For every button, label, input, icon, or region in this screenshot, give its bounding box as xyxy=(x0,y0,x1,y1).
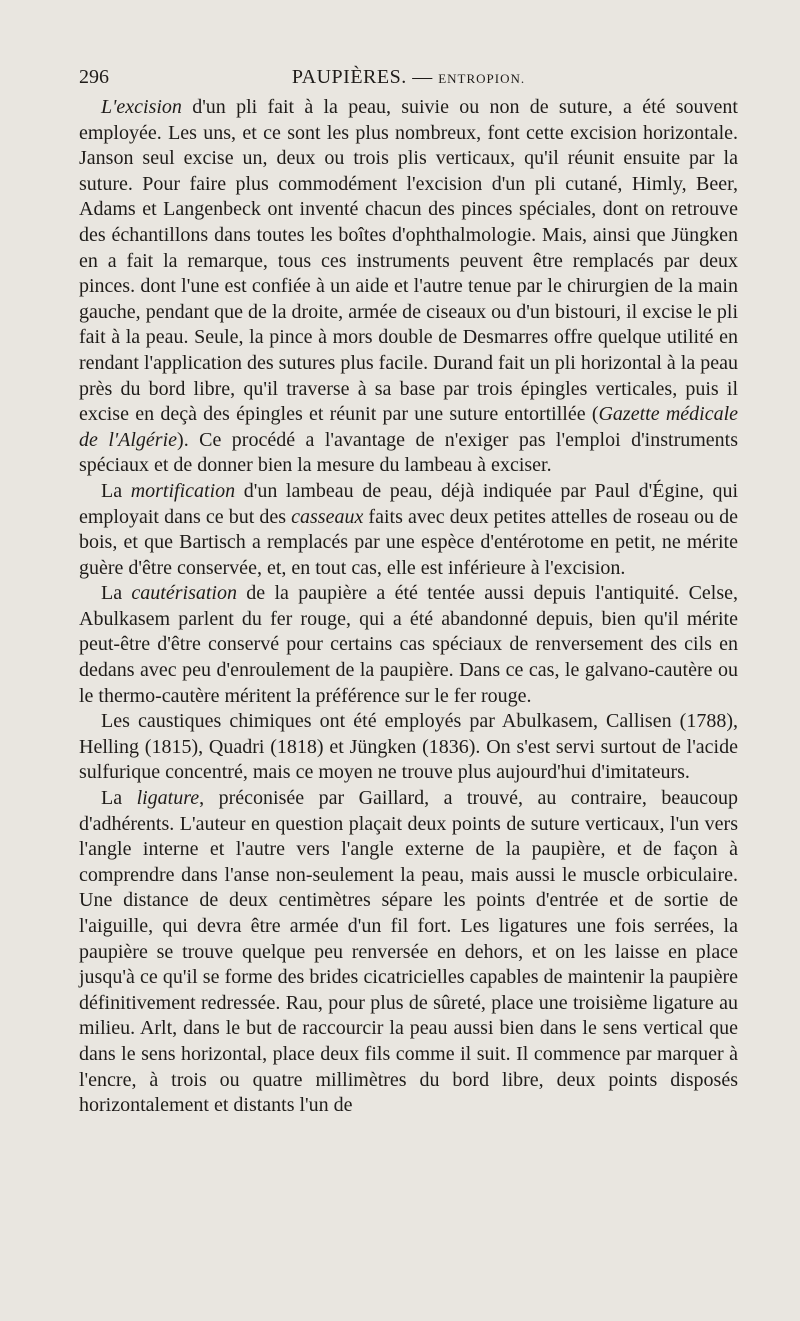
page-number: 296 xyxy=(79,66,109,88)
term-cauterisation: cautérisation xyxy=(131,582,237,605)
term-ligature: ligature xyxy=(136,787,200,810)
paragraph-caustiques: Les caustiques chimiques ont été employés par Abulkasem, Callisen (1788), Helling (1815), Quadri (1818) et Jüngken (1836). On s'est servi surtout de l'acide sulfurique concentré, mais ce moyen ne trouve plus aujourd'hui d'imitateurs. xyxy=(79,710,738,784)
section-subtitle: ENTROPION. xyxy=(438,71,526,86)
paragraph-cauterisation: La cautérisation de la paupière a été tentée aussi depuis l'antiquité. Celse, Abulkasem parlent du fer rouge, qui a été abandonné depuis, bien qu'il mérite peut-être d'être conservé pour certains cas spéciaux de renversement des cils en dedans avec peu d'enroulement de la paupière. Dans ce cas, le galvano-cautère ou le thermo-cautère méritent la préférence sur le fer rouge. xyxy=(79,582,739,707)
term-casseaux: casseaux xyxy=(291,505,364,528)
running-title xyxy=(79,64,738,92)
term-excision: L'excision xyxy=(101,96,182,118)
paragraph-ligature: La ligature, préconisée par Gaillard, a trouvé, au contraire, beaucoup d'adhérents. L'auteur en question plaçait deux points de suture verticaux, l'un vers l'angle interne et l'autre vers l'angle externe de la paupière, et de façon à comprendre dans l'anse non-seulement la peau, mais aussi le muscle orbiculaire. Une distance de deux centimètres sépare les points d'entrée et de sortie de l'aiguille, qui devra être armée d'un fil fort. Les ligatures une fois serrées, la paupière se trouve quelque peu renversée en dehors, et on les laisse en place jusqu'à ce qu'il se forme des brides cicatricielles capables de maintenir la paupière définitivement redressée. Rau, pour plus de sûreté, place une troisième ligature au milieu. Arlt, dans le but de raccourcir la peau aussi bien dans le sens vertical que dans le sens horizontal, place deux fils comme il suit. Il commence par marquer à l'encre, à trois ou quatre millimètres du bord libre, deux points disposés horizontalement et distants l'un de xyxy=(79,787,738,1117)
body-text xyxy=(79,95,738,1119)
term-mortification: mortification xyxy=(130,479,236,502)
paragraph-excision: L'excision d'un pli fait à la peau, suivie ou non de suture, a été souvent employée. Les uns, et ce sont les plus nombreux, font cette excision horizontale. Janson seul excise un, deux ou trois plis verticaux, qu'il réunit ensuite par la suture. Pour faire plus commodément l'excision d'un pli cutané, Himly, Beer, Adams et Langenbeck ont inventé chacun des pinces spéciales, dont on retrouve des échantillons dans toutes les boîtes d'ophthalmologie. Mais, ainsi que Jüngken en a fait la remarque, tous ces instruments peuvent être remplacés par deux pinces. dont l'une est confiée à un aide et l'autre tenue par le chirurgien de la main gauche, pendant que de la droite, armée de ciseaux ou d'un bistouri, il excise le pli fait à la peau. Seule, la pince à mors double de Desmarres offre quelque utilité en rendant l'application des sutures plus facile. Durand fait un pli horizontal à la peau près du bord libre, qu'il traverse à sa base par trois épingles verticales, puis il excise en deçà des épingles et réunit par une suture entortillée (Gazette médicale de l'Algérie). Ce procédé a l'avantage de n'exiger pas l'emploi d'instruments spéciaux et de donner bien la mesure du lambeau à exciser. xyxy=(79,96,739,477)
running-head xyxy=(79,64,738,90)
title-dash: — xyxy=(412,66,433,88)
citation-gazette: Gazette médicale de l'Algérie xyxy=(79,403,738,451)
chapter-title: PAUPIÈRES. xyxy=(291,66,407,88)
paragraph-mortification: La mortification d'un lambeau de peau, déjà indiquée par Paul d'Égine, qui employait dans ce but des casseaux faits avec deux petites attelles de roseau ou de bois, et que Bartisch a remplacés par une espèce d'entérotome en petit, ne mérite guère d'être conservée, et, en tout cas, elle est inférieure à l'excision. xyxy=(79,479,739,579)
